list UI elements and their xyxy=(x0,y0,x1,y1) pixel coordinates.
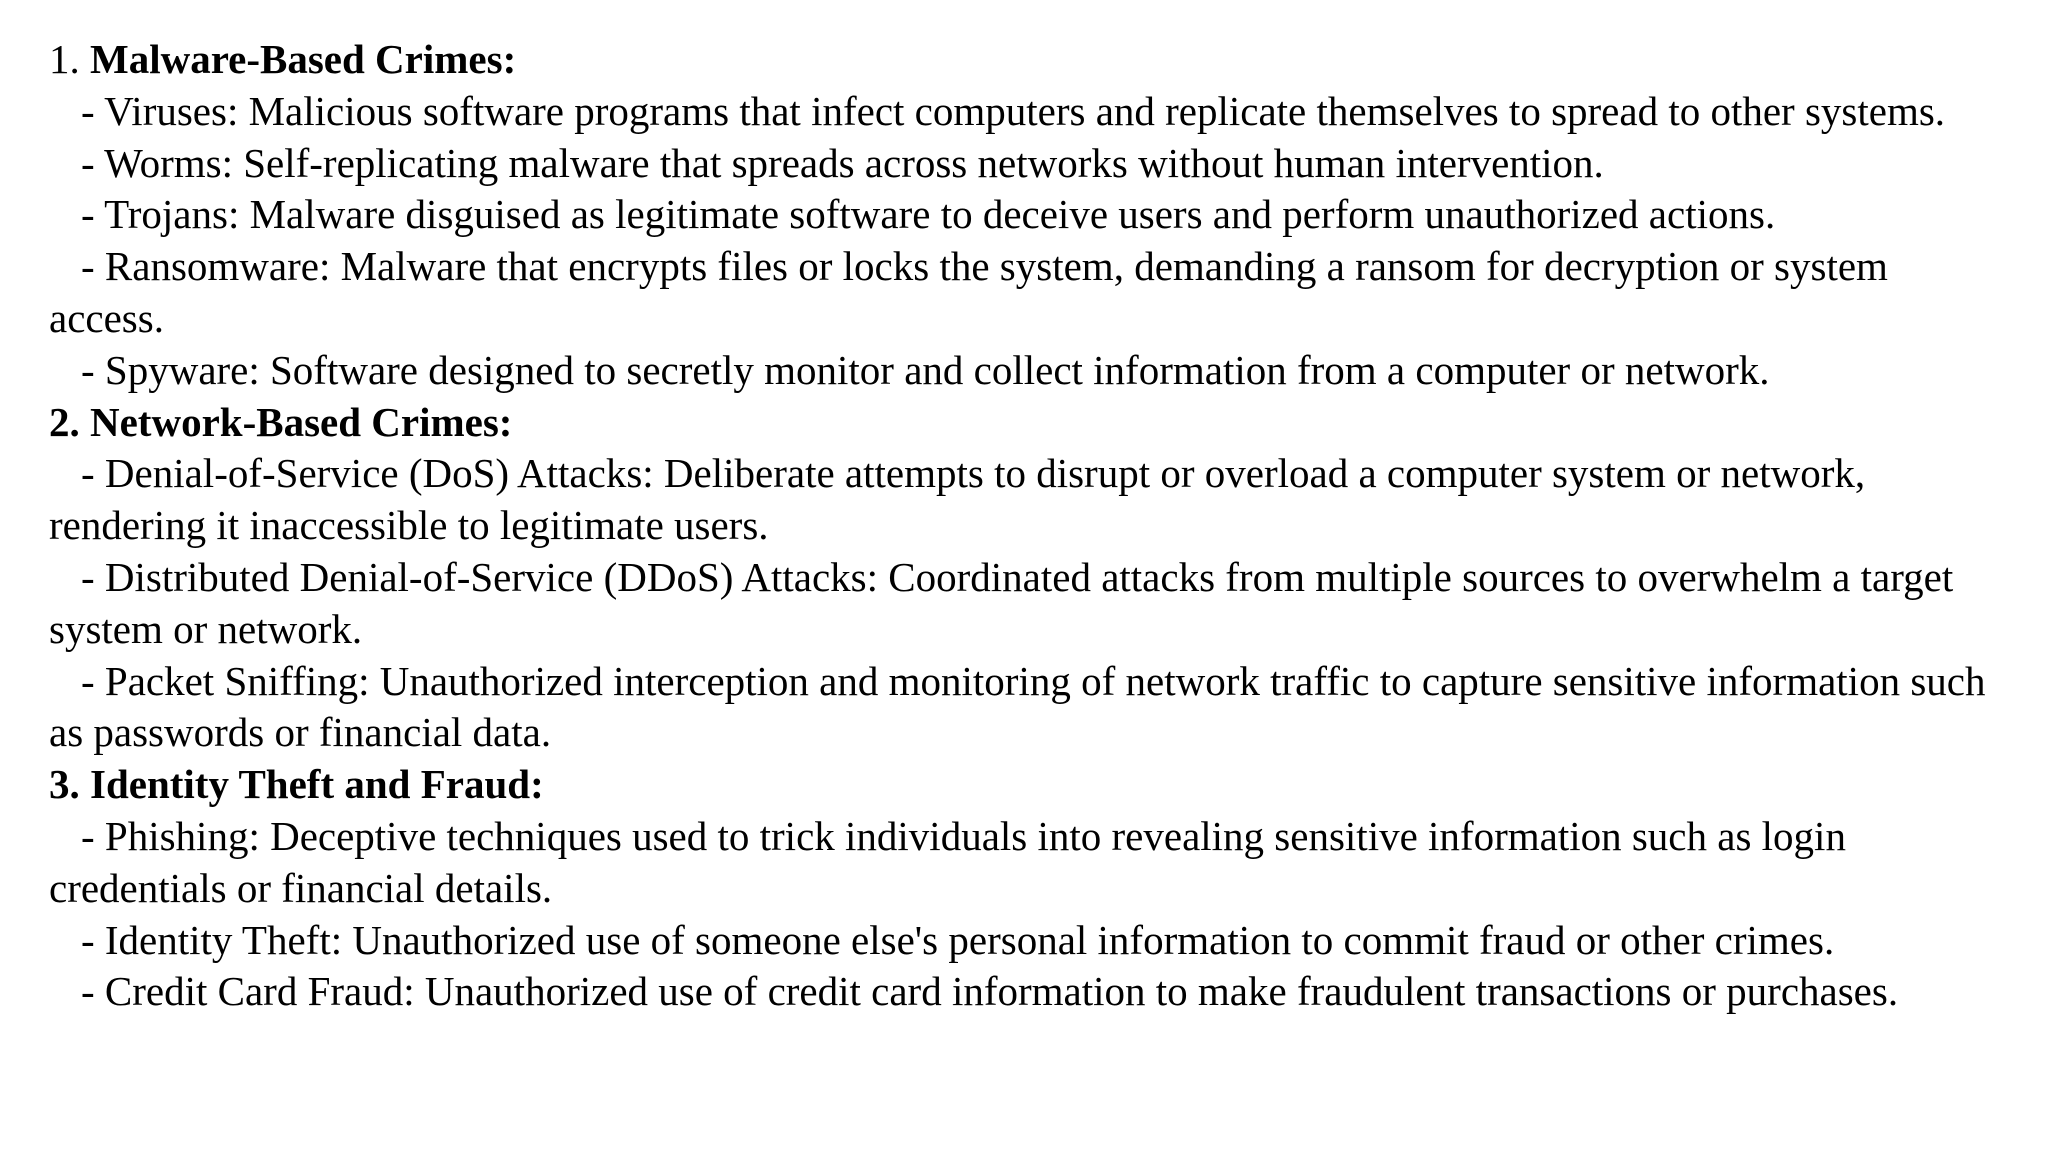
list-item: - Distributed Denial-of-Service (DDoS) Attacks: Coordinated attacks from multiple sources to overwhelm a target system or network. xyxy=(49,553,1954,652)
section-number: 3. xyxy=(49,761,90,808)
section-malware xyxy=(49,34,2009,397)
list-item: - Phishing: Deceptive techniques used to trick individuals into revealing sensitive information such as login credentials or financial details. xyxy=(49,812,1846,911)
section-title: Identity Theft and Fraud: xyxy=(90,761,544,808)
section-title: Malware-Based Crimes: xyxy=(90,36,517,82)
list-item: - Denial-of-Service (DoS) Attacks: Deliberate attempts to disrupt or overload a computer system or network, rendering it inaccessible to legitimate users. xyxy=(49,450,1866,549)
list-item: - Ransomware: Malware that encrypts files or locks the system, demanding a ransom for decryption or system access. xyxy=(49,243,1888,341)
document-body xyxy=(49,34,2009,1018)
section-number: 1. xyxy=(49,36,90,82)
list-item: - Packet Sniffing: Unauthorized interception and monitoring of network traffic to capture sensitive information such as passwords or financial data. xyxy=(49,657,1986,756)
list-item: - Trojans: Malware disguised as legitimate software to deceive users and perform unauthorized actions. xyxy=(81,191,1776,238)
list-item: - Spyware: Software designed to secretly monitor and collect information from a computer or network. xyxy=(81,346,1770,393)
section-heading xyxy=(49,34,2009,86)
list-item: - Viruses: Malicious software programs that infect computers and replicate themselves to spread to other systems. xyxy=(81,87,1946,134)
section-heading xyxy=(49,759,2009,811)
list-item: - Credit Card Fraud: Unauthorized use of credit card information to make fraudulent transactions or purchases. xyxy=(81,968,1899,1015)
section-title: Network-Based Crimes: xyxy=(90,398,513,445)
section-heading xyxy=(49,397,2009,449)
list-item: - Identity Theft: Unauthorized use of someone else's personal information to commit fraud or other crimes. xyxy=(81,916,1835,963)
section-network xyxy=(49,397,2009,760)
section-number: 2. xyxy=(49,398,90,445)
section-identity xyxy=(49,759,2009,1018)
list-item: - Worms: Self-replicating malware that spreads across networks without human intervention. xyxy=(81,139,1604,186)
